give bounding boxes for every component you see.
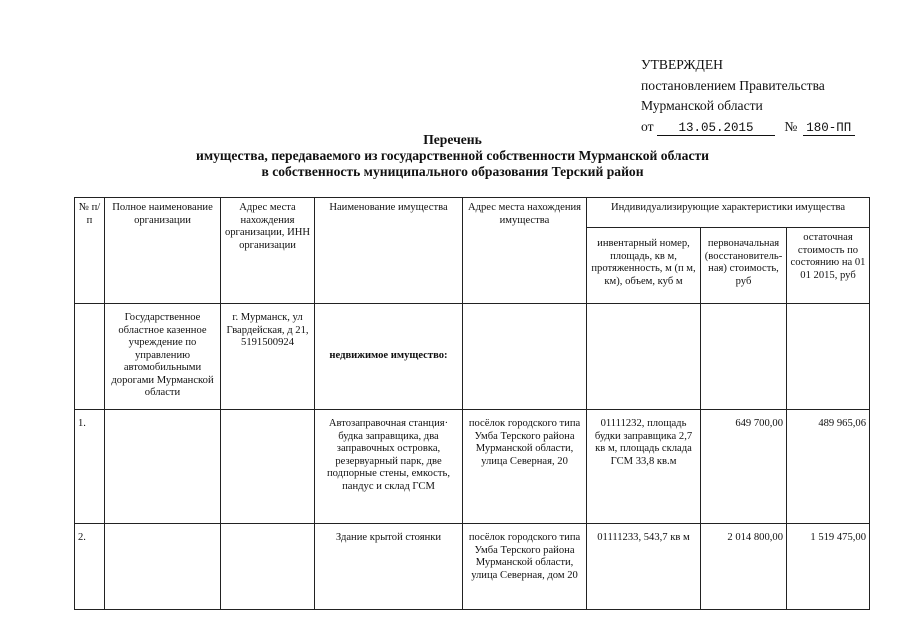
header-initial-cost: первоначальная (восстановитель-ная) стоимость, руб [701, 228, 787, 304]
approval-by-resolution: постановлением Правительства [641, 77, 825, 93]
row-inventory: 01111233, 543,7 кв м [587, 524, 701, 610]
row-num: 2. [75, 524, 105, 610]
row-residual-cost: 489 965,06 [787, 410, 870, 524]
row-initial-cost: 649 700,00 [701, 410, 787, 524]
approval-block [641, 55, 855, 137]
org-row [75, 304, 870, 410]
header-num: № п/п [75, 198, 105, 304]
document-title [0, 132, 905, 180]
header-inventory: инвентарный номер, площадь, кв м, протяженность, м (п м, км), объем, куб м [587, 228, 701, 304]
row-num: 1. [75, 410, 105, 524]
title-line-3: в собственность муниципального образования Терский район [261, 164, 644, 179]
row-initial-cost: 2 014 800,00 [701, 524, 787, 610]
org-address: г. Мурманск, ул Гвардейская, д 21, 5191500924 [221, 304, 315, 410]
header-residual-cost: остаточная стоимость по состоянию на 01 01 2015, руб [787, 228, 870, 304]
property-table [74, 197, 870, 610]
approval-region: Мурманской области [641, 98, 763, 113]
header-org-name: Полное наименование организации [105, 198, 221, 304]
row-residual-cost: 1 519 475,00 [787, 524, 870, 610]
row-inventory: 01111232, площадь будки заправщика 2,7 кв м, площадь склада ГСМ 33,8 кв.м [587, 410, 701, 524]
approval-number: 180-ПП [803, 121, 855, 136]
approval-number-sign: № [784, 118, 798, 134]
title-line-1: Перечень [423, 132, 482, 147]
header-row-1 [75, 198, 870, 228]
header-org-address: Адрес места нахождения организации, ИНН организации [221, 198, 315, 304]
row-property-address: посёлок городского типа Умба Терского района Мурманской области, улица Северная, дом 20 [463, 524, 587, 610]
table-row [75, 410, 870, 524]
property-group-label: недвижимое имущество: [315, 304, 463, 410]
header-characteristics: Индивидуализирующие характеристики имущества [587, 198, 870, 228]
approval-date: 13.05.2015 [657, 121, 775, 136]
row-property-address: посёлок городского типа Умба Терского района Мурманской области, улица Северная, 20 [463, 410, 587, 524]
title-line-2: имущества, передаваемого из государственной собственности Мурманской области [195, 148, 710, 163]
approval-heading: УТВЕРЖДЕН [641, 57, 723, 72]
row-property-name: Автозаправочная станция· будка заправщика, два заправочных островка, резервуарный парк, две подпорные стены, емкость, пандус и склад ГСМ [315, 410, 463, 524]
row-property-name: Здание крытой стоянки [315, 524, 463, 610]
header-property-name: Наименование имущества [315, 198, 463, 304]
org-name: Государственное областное казенное учреждение по управлению автомобильными дорогами Мурманской области [105, 304, 221, 410]
table-row [75, 524, 870, 610]
approval-from-label: от [641, 118, 654, 134]
header-property-address: Адрес места нахождения имущества [463, 198, 587, 304]
